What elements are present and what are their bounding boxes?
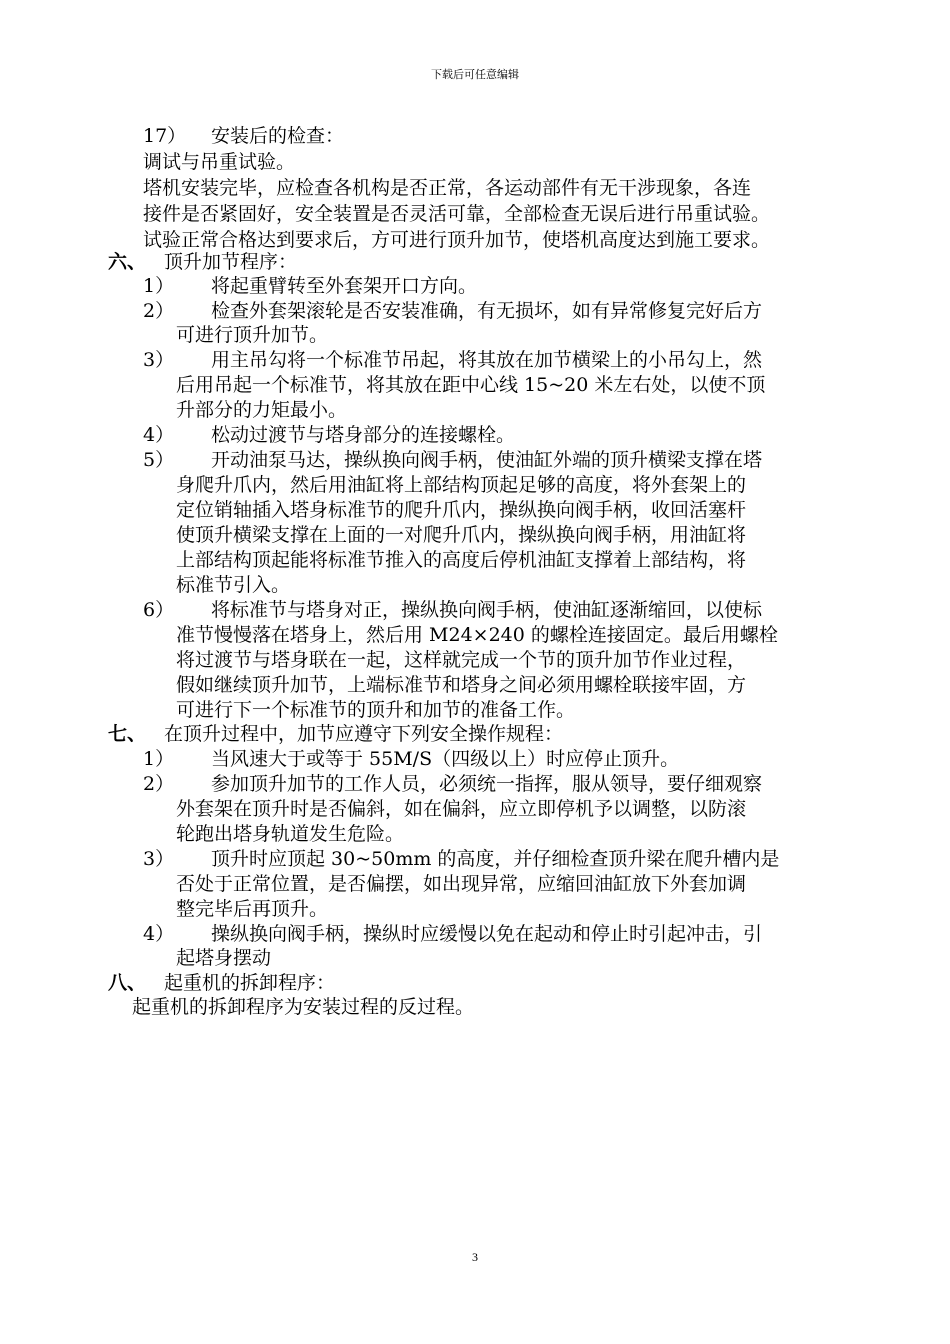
paragraph-line: 试验正常合格达到要求后，方可进行顶升加节，使塔机高度达到施工要求。: [143, 229, 771, 251]
item-line: 外套架在顶升时是否偏斜，如在偏斜，应立即停机予以调整，以防滚: [176, 798, 747, 820]
item-line: 准节慢慢落在塔身上，然后用 M24×240 的螺栓连接固定。最后用螺栓: [176, 624, 778, 646]
final-paragraph: 起重机的拆卸程序为安装过程的反过程。: [132, 996, 475, 1018]
section-title: 顶升加节程序：: [164, 251, 298, 273]
section-title: 在顶升过程中，加节应遵守下列安全操作规程：: [164, 723, 564, 745]
item-number: 5）: [143, 449, 175, 471]
item-number: 2）: [143, 773, 175, 795]
paragraph-line: 塔机安装完毕，应检查各机构是否正常，各运动部件有无干涉现象，各连: [143, 177, 752, 199]
item-line: 身爬升爪内，然后用油缸将上部结构顶起足够的高度，将外套架上的: [176, 474, 747, 496]
list-item: [143, 274, 477, 298]
item-line: 标准节引入。: [176, 574, 291, 596]
item-line: 后用吊起一个标准节，将其放在距中心线 15~20 米左右处，以使不顶: [176, 374, 766, 396]
item-number: 2）: [143, 300, 175, 322]
item-line: 可进行顶升加节。: [176, 324, 329, 346]
item-line: 将过渡节与塔身联在一起，这样就完成一个节的顶升加节作业过程，: [176, 649, 747, 671]
item-number: 1）: [143, 275, 175, 297]
page-number: 3: [472, 1250, 478, 1264]
item-line: 可进行下一个标准节的顶升和加节的准备工作。: [176, 699, 576, 721]
section-heading-7: [108, 722, 563, 746]
item-line: 将起重臂转至外套架开口方向。: [211, 275, 478, 297]
item-line: 操纵换向阀手柄，操纵时应缓慢以免在起动和停止时引起冲击，引: [211, 923, 763, 945]
item-line: 当风速大于或等于 55M/S（四级以上）时应停止顶升。: [211, 748, 680, 770]
item-line: 松动过渡节与塔身部分的连接螺栓。: [211, 424, 516, 446]
item-line: 开动油泵马达，操纵换向阀手柄，使油缸外端的顶升横梁支撑在塔: [211, 449, 763, 471]
section-heading-6: [108, 250, 297, 274]
list-item: [143, 922, 762, 946]
page-header: 下载后可任意编辑: [431, 68, 519, 81]
item-line: 检查外套架滚轮是否安装准确，有无损坏，如有异常修复完好后方: [211, 300, 763, 322]
section-number: 八、: [108, 972, 147, 994]
item-number: 3）: [143, 349, 175, 371]
section-title: 起重机的拆卸程序：: [164, 972, 336, 994]
item-number: 4）: [143, 923, 175, 945]
list-item: [143, 423, 515, 447]
item-number: 17）: [143, 125, 187, 147]
item-number: 1）: [143, 748, 175, 770]
item-line: 假如继续顶升加节，上端标准节和塔身之间必须用螺栓联接牢固，方: [176, 674, 747, 696]
item-line: 轮跑出塔身轨道发生危险。: [176, 823, 405, 845]
section-number: 六、: [108, 251, 147, 273]
item-line: 否处于正常位置，是否偏摆，如出现异常，应缩回油缸放下外套加调: [176, 873, 747, 895]
item-number: 4）: [143, 424, 175, 446]
item-line: 整完毕后再顶升。: [176, 898, 329, 920]
paragraph-line: 接件是否紧固好，安全装置是否灵活可靠，全部检查无误后进行吊重试验。: [143, 203, 771, 225]
item-17: [143, 124, 344, 148]
list-item: [143, 772, 762, 796]
sub-heading: 调试与吊重试验。: [143, 151, 296, 173]
item-line: 起塔身摆动: [176, 947, 272, 969]
item-line: 使顶升横梁支撑在上面的一对爬升爪内，操纵换向阀手柄，用油缸将: [176, 524, 747, 546]
list-item: [143, 299, 762, 323]
list-item: [143, 847, 779, 871]
list-item: [143, 448, 762, 472]
section-number: 七、: [108, 723, 147, 745]
item-line: 上部结构顶起能将标准节推入的高度后停机油缸支撑着上部结构，将: [176, 549, 747, 571]
item-line: 将标准节与塔身对正，操纵换向阀手柄，使油缸逐渐缩回，以使标: [211, 599, 763, 621]
list-item: [143, 348, 762, 372]
item-line: 定位销轴插入塔身标准节的爬升爪内，操纵换向阀手柄，收回活塞杆: [176, 499, 747, 521]
list-item: [143, 598, 762, 622]
item-line: 参加顶升加节的工作人员，必须统一指挥，服从领导，要仔细观察: [211, 773, 763, 795]
item-text: 安装后的检查：: [211, 125, 345, 147]
list-item: [143, 747, 679, 771]
item-number: 6）: [143, 599, 175, 621]
item-number: 3）: [143, 848, 175, 870]
item-line: 顶升时应顶起 30~50mm 的高度，并仔细检查顶升梁在爬升槽内是: [211, 848, 780, 870]
item-line: 用主吊勾将一个标准节吊起，将其放在加节横梁上的小吊勾上，然: [211, 349, 763, 371]
section-heading-8: [108, 971, 335, 995]
item-line: 升部分的力矩最小。: [176, 399, 348, 421]
